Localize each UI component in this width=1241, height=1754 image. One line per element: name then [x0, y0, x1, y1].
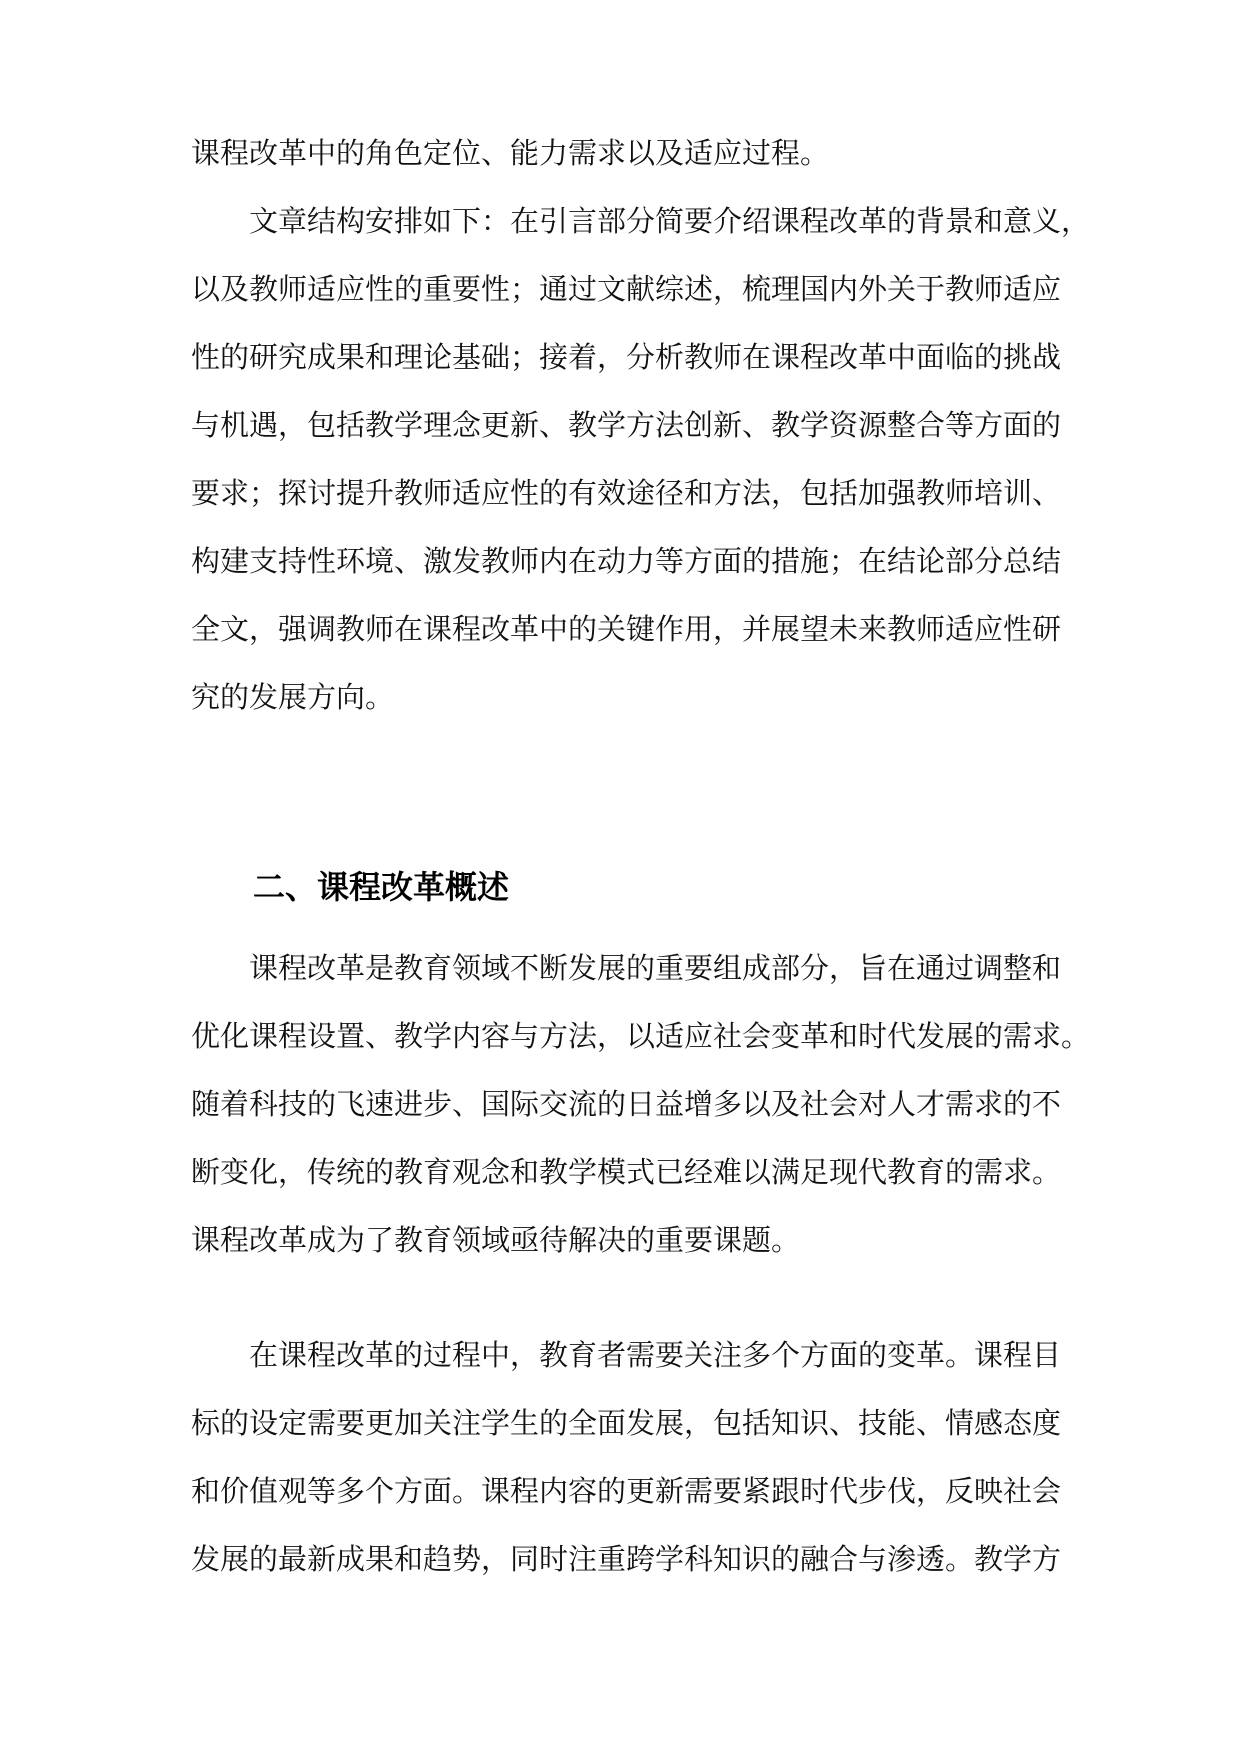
text-line: 在课程改革的过程中，教育者需要关注多个方面的变革。课程目 [249, 1338, 1062, 1372]
text-line: 构建支持性环境、激发教师内在动力等方面的措施；在结论部分总结 [191, 544, 1062, 578]
text-line: 性的研究成果和理论基础；接着，分析教师在课程改革中面临的挑战 [191, 340, 1062, 374]
text-line: 课程改革成为了教育领域亟待解决的重要课题。 [191, 1223, 801, 1257]
text-line: 究的发展方向。 [191, 680, 395, 714]
text-line: 断变化，传统的教育观念和教学模式已经难以满足现代教育的需求。 [191, 1155, 1062, 1189]
text-line: 与机遇，包括教学理念更新、教学方法创新、教学资源整合等方面的 [191, 408, 1062, 442]
text-line: 课程改革中的角色定位、能力需求以及适应过程。 [191, 136, 830, 170]
text-line: 随着科技的飞速进步、国际交流的日益增多以及社会对人才需求的不 [191, 1087, 1062, 1121]
text-line: 发展的最新成果和趋势，同时注重跨学科知识的融合与渗透。教学方 [191, 1542, 1062, 1576]
text-line: 标的设定需要更加关注学生的全面发展，包括知识、技能、情感态度 [191, 1406, 1062, 1440]
text-line: 要求；探讨提升教师适应性的有效途径和方法，包括加强教师培训、 [191, 476, 1062, 510]
section-heading: 二、课程改革概述 [253, 868, 510, 906]
text-line: 全文，强调教师在课程改革中的关键作用，并展望未来教师适应性研 [191, 612, 1062, 646]
text-line: 课程改革是教育领域不断发展的重要组成部分，旨在通过调整和 [249, 951, 1062, 985]
text-line: 和价值观等多个方面。课程内容的更新需要紧跟时代步伐，反映社会 [191, 1474, 1062, 1508]
text-line: 以及教师适应性的重要性；通过文献综述，梳理国内外关于教师适应 [191, 272, 1062, 306]
text-line: 文章结构安排如下：在引言部分简要介绍课程改革的背景和意义， [249, 204, 1091, 238]
text-line: 优化课程设置、教学内容与方法，以适应社会变革和时代发展的需求。 [191, 1019, 1091, 1053]
